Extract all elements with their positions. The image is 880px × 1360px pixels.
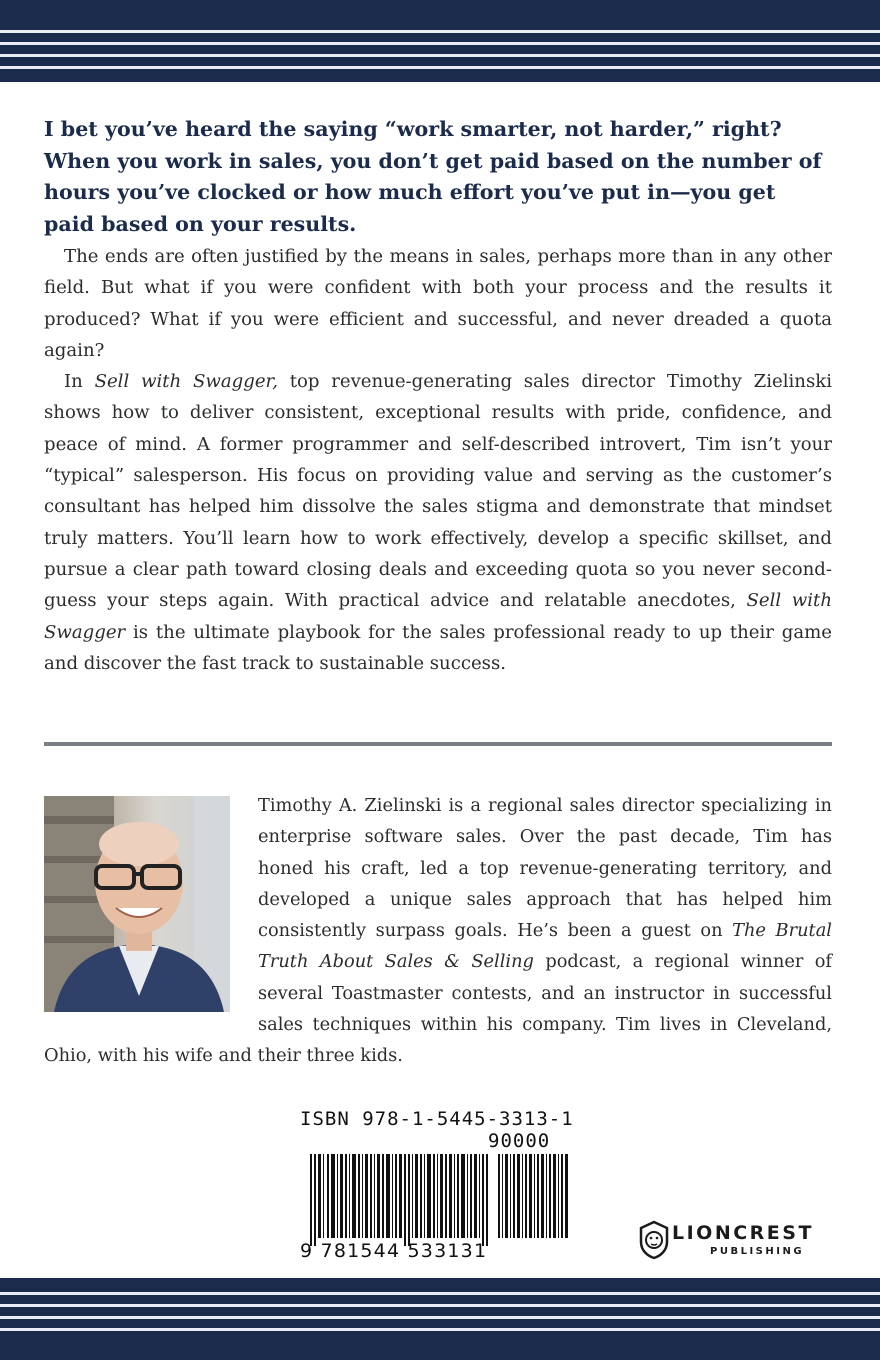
description-paragraph-2 xyxy=(44,366,832,679)
isbn-number: ISBN 978-1-5445-3313-1 xyxy=(300,1108,574,1130)
author-bio xyxy=(44,790,832,1072)
lion-crest-icon xyxy=(638,1220,670,1260)
band-stripe xyxy=(0,66,880,69)
band-stripe xyxy=(0,1292,880,1295)
text-run: In xyxy=(64,371,95,393)
isbn-barcode xyxy=(300,1108,574,1268)
text-run: top revenue-generating sales director Timothy Zielinski shows how to deliver consistent, exceptional results with pride, confidence, and peace of mind. A former programmer and self-described introvert, Tim isn’t your “typical” salesperson. His focus on providing value and serving as the customer’s consultant has helped him dissolve the sales stigma and demonstrate that mindset truly matters. You’ll learn how to work effectively, develop a specific skillset, and pursue a clear path toward closing deals and exceeding quota so you never second-guess your steps again. With practical advice and relatable anecdotes, xyxy=(44,371,832,612)
description-paragraph-1: The ends are often justified by the means in sales, perhaps more than in any other field. But what if you were confident with both your process and the results it produced? What if you were efficient and successful, and never dreaded a quota again? xyxy=(44,246,832,361)
text-run: is the ultimate playbook for the sales professional ready to up their game and discover the fast track to sustainable success. xyxy=(44,621,832,674)
lead-paragraph: I bet you’ve heard the saying “work smarter, not harder,” right? When you work in sales, you don’t get paid based on the number of hours you’ve clocked or how much effort you’ve put in—you get paid based on your results. xyxy=(44,117,822,236)
price-code: 90000 xyxy=(488,1130,551,1152)
publisher-name: LIONCREST xyxy=(672,1222,814,1244)
ean-bars xyxy=(310,1154,568,1246)
band-stripe xyxy=(0,1304,880,1307)
band-stripe xyxy=(0,1328,880,1331)
text-run: podcast, a regional winner of several Toastmaster contests, and an instructor in successful sales techniques within his company. Tim lives in Cleveland, Ohio, with his wife and their three kids. xyxy=(44,951,832,1067)
section-divider xyxy=(44,742,832,746)
band-stripe xyxy=(0,1316,880,1319)
book-title: Sell with Swagger xyxy=(44,590,832,643)
ean-digits: 9 781544 533131 xyxy=(300,1240,488,1262)
band-stripe xyxy=(0,54,880,57)
podcast-title: The Brutal Truth About Sales & Selling xyxy=(258,920,832,973)
band-stripe xyxy=(0,30,880,33)
author-photo xyxy=(44,796,230,1012)
text-run: Timothy A. Zielinski is a regional sales director specializing in enterprise software sales. Over the past decade, Tim has honed his craft, led a top revenue-generating territory, and developed a unique sales approach that has helped him consistently surpass goals. He’s been a guest on xyxy=(258,795,832,942)
publisher-logo xyxy=(638,1220,838,1264)
bottom-stripe-band xyxy=(0,1278,880,1360)
book-title: Sell with Swagger, xyxy=(94,371,278,393)
band-stripe xyxy=(0,42,880,45)
barcode-bars xyxy=(310,1154,574,1246)
description-block xyxy=(44,241,832,679)
top-stripe-band xyxy=(0,0,880,82)
publisher-subtitle: PUBLISHING xyxy=(710,1246,805,1257)
author-portrait-image xyxy=(44,796,230,1012)
